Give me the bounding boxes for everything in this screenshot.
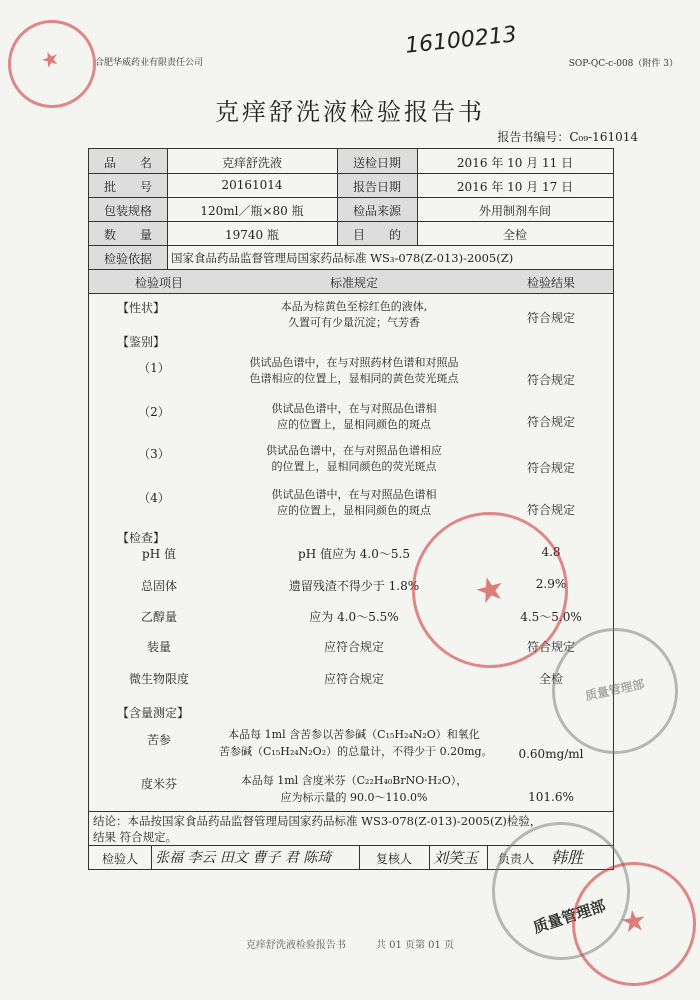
microbe-label: 微生物限度 [128,672,189,686]
leader-signature: 韩胜 [551,848,584,867]
solids-result: 2.9% [535,577,567,591]
domiphen-label: 度米芬 [140,777,177,791]
id4-standard-line1: 供试品色谱中，在与对照品色谱相 [271,488,437,501]
ethanol-standard: 应为 4.0～5.5% [309,610,399,624]
ethanol-label: 乙醇量 [140,610,177,624]
domiphen-result: 101.6% [528,790,574,804]
page-footer: 克痒舒洗液检验报告书 共 01 页第 01 页 [245,940,455,951]
id4-result: 符合规定 [526,503,575,517]
batch-value: 20161014 [221,178,283,192]
domiphen-standard-line1: 本品每 1ml 含度米芬（C₂₂H₄₀BrNO·H₂O）， [240,774,468,787]
properties-standard-line2: 久置可有少量沉淀；气芳香 [288,316,420,329]
submit-date-value: 2016 年 10 月 11 日 [456,156,574,170]
basis-value: 国家食品药品监督管理局国家药品标准 WS₃-078(Z-013)-2005(Z) [171,251,514,265]
volume-standard: 应符合规定 [323,640,384,654]
basis-label: 检验依据 [103,252,152,266]
id4-standard-line2: 应的位置上，显相同颜色的斑点 [277,504,431,517]
report-number: 报告书编号：C₀₉-161014 [497,130,638,144]
package-value: 120ml／瓶×80 瓶 [200,204,304,218]
quantity-value: 19740 瓶 [225,228,279,242]
microbe-result: 全检 [538,672,563,686]
solids-label: 总固体 [140,579,177,593]
microbe-standard: 应符合规定 [323,672,384,686]
package-label: 包装规格 [103,204,152,218]
properties-standard-line1: 本品为棕黄色至棕红色的液体, [280,300,428,313]
conclusion-line1: 结论：本品按国家食品药品监督管理局国家药品标准 WS3-078(Z-013)-2005(Z)检验， [93,814,542,828]
report-date-value: 2016 年 10 月 17 日 [456,180,574,194]
report-date-label: 报告日期 [352,180,401,194]
id2-standard-line2: 应的位置上，显相同颜色的斑点 [277,418,431,431]
source-value: 外用制剂车间 [478,204,551,218]
ethanol-result: 4.5～5.0% [520,610,582,624]
batch-label: 批 号 [103,180,152,194]
kushen-standard-line1: 本品每 1ml 含苦参以苦参碱（C₁₅H₂₄N₂O）和氧化 [228,728,480,741]
kushen-result: 0.60mg/ml [518,747,584,761]
product-label: 品 名 [103,156,152,170]
kushen-standard-line2: 苦参碱（C₁₅H₂₄N₂O₂）的总量计，不得少于 0.20mg。 [219,745,493,758]
id3-label: （3） [138,447,170,461]
col-item-header: 检验项目 [134,276,183,290]
assay-heading: 【含量测定】 [117,706,190,720]
col-standard-header: 标准规定 [329,276,378,290]
purpose-label: 目 的 [352,228,401,242]
solids-standard: 遗留残渣不得少于 1.8% [288,579,420,593]
ph-result: 4.8 [541,545,561,559]
id2-label: （2） [138,405,170,419]
volume-result: 符合规定 [526,640,575,654]
report-table [88,148,614,870]
reviewer-signature: 刘笑玉 [433,849,479,867]
inspector-signature: 张福 李云 田文 曹子 君 陈琦 [155,850,332,866]
qc-seal-bottom: 质量管理部 [474,804,648,978]
col-result-header: 检验结果 [526,276,575,290]
product-value: 克痒舒洗液 [221,156,282,170]
id2-result: 符合规定 [526,415,575,429]
handwritten-number: 16100213 [404,22,518,59]
kushen-label: 苦参 [146,733,171,747]
reviewer-label: 复核人 [375,852,412,866]
identification-heading: 【鉴别】 [117,335,166,349]
purpose-value: 全检 [502,228,527,242]
id4-label: （4） [138,491,170,505]
id1-standard-line1: 供试品色谱中，在与对照药材色谱和对照品 [249,356,459,369]
company-seal-top-left: ★ [0,8,108,121]
id2-standard-line1: 供试品色谱中，在与对照品色谱相 [271,402,437,415]
id3-result: 符合规定 [526,461,575,475]
id1-label: （1） [138,361,170,375]
volume-label: 装量 [146,640,171,654]
qc-seal-grey: 质量管理部 [540,616,689,765]
conclusion-line2: 结果 符合规定。 [93,830,178,844]
quantity-label: 数 量 [103,228,152,242]
inspector-label: 检验人 [101,852,138,866]
check-heading: 【检查】 [117,531,166,545]
source-label: 检品来源 [352,204,401,218]
company-name: 合肥华威药业有限责任公司 [95,58,204,68]
submit-date-label: 送检日期 [352,156,401,170]
id1-standard-line2: 色谱相应的位置上，显相同的黄色荧光斑点 [249,372,459,385]
properties-heading: 【性状】 [117,301,166,315]
sop-code: SOP-QC-c-008（附件 3） [568,59,678,69]
id3-standard-line2: 的位置上，显相同颜色的荧光斑点 [271,460,437,473]
report-title: 克痒舒洗液检验报告书 [215,98,485,126]
properties-result: 符合规定 [526,311,575,325]
company-seal-middle: ★ [394,494,585,685]
company-seal-bottom-right: ★ [564,854,700,994]
id3-standard-line1: 供试品色谱中，在与对照品色谱相应 [266,444,442,457]
ph-standard: pH 值应为 4.0～5.5 [298,547,410,561]
ph-label: pH 值 [142,547,176,561]
domiphen-standard-line2: 应为标示量的 90.0～110.0% [280,791,428,804]
leader-label: 负责人 [497,852,534,866]
id1-result: 符合规定 [526,373,575,387]
